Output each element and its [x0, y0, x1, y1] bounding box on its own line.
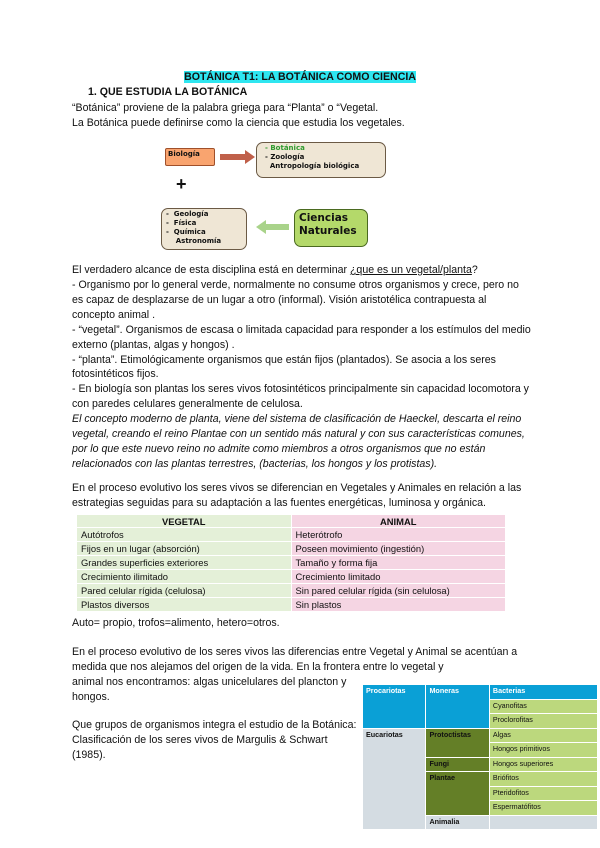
cell: Fungi [426, 757, 489, 772]
arrow-left-icon [256, 220, 290, 234]
cell: Animalia [426, 815, 489, 830]
bullet-item: - “planta”. Etimológicamente organismos que están fijos (plantados). Se asocia a los seres fotosintéticos fijos. [72, 353, 496, 381]
cell: Moneras [426, 685, 489, 729]
section-heading: 1. QUE ESTUDIA LA BOTÁNICA [88, 86, 248, 98]
biologia-label: Biología [168, 150, 200, 158]
cell: Plastos diversos [77, 598, 292, 612]
branch-item: Antropología biológica [269, 162, 360, 170]
arrow-right-icon [220, 150, 256, 164]
italic-paragraph: El concepto moderno de planta, viene del sistema de clasificación de Haeckel, descarta el reino vegetal, creando el reino Plantae con un sentido más natural y con sus características comunes, por lo que este nuevo reino no admite como miembros a otros organismos que no están relacionados con las plantas terrestres, (bacterias, los hongos y los protistas). [72, 413, 525, 470]
question-link: ¿que es un vegetal/planta [349, 264, 472, 276]
title-text: BOTÁNICA T1: LA BOTÁNICA COMO CIENCIA [184, 71, 416, 83]
science-item: - Geología [166, 210, 209, 218]
cell: Grandes superficies exteriores [77, 556, 292, 570]
science-item: - Química [166, 228, 206, 236]
paragraph-alcance: El verdadero alcance de esta disciplina está en determinar ¿que es un vegetal/planta? [72, 264, 478, 276]
plus-sign: + [176, 174, 187, 194]
intro-2: La Botánica puede definirse como la ciencia que estudia los vegetales. [72, 117, 405, 129]
bullet-item: - “vegetal”. Organismos de escasa o limitada capacidad para responder a los estímulos del medio externo (plantas, algas y hongos) . [72, 323, 531, 351]
cell: Espermatófitos [489, 801, 597, 816]
bullet-list [72, 278, 532, 472]
ciencias-naturales-box: Ciencias Naturales [294, 209, 368, 247]
cell: Cyanofitas [489, 699, 597, 714]
cell: Crecimiento limitado [291, 570, 506, 584]
cell: Fijos en un lugar (absorción) [77, 542, 292, 556]
header-vegetal: VEGETAL [77, 515, 292, 528]
cell: Plantae [426, 772, 489, 816]
bullet-item: - Organismo por lo general verde, normalmente no consume otros organismos y crece, pero no es capaz de desplazarse de un lugar a otro (informal). Visión aristotélica contrapuesta al concepto animal . [72, 279, 519, 321]
cell: Briófitos [489, 772, 597, 787]
cell: Proclorofitas [489, 714, 597, 729]
table-row [77, 556, 506, 570]
table-row [77, 584, 506, 598]
intro-1: “Botánica” proviene de la palabra griega para “Planta” o “Vegetal. [72, 102, 379, 114]
vegetal-animal-table [76, 514, 506, 612]
cell: Procariotas [363, 685, 426, 729]
cell: Crecimiento ilimitado [77, 570, 292, 584]
cell: Sin plastos [291, 598, 506, 612]
paragraph-algas: animal nos encontramos: algas unicelulares del plancton y hongos. [72, 676, 347, 703]
paragraph-margulis: Que grupos de organismos integra el estudio de la Botánica: Clasificación de los seres vivos de Margulis & Schwart (1985). [72, 719, 357, 761]
bullet-item: - En biología son plantas los seres vivos fotosintéticos principalmente sin capacidad locomotora y con paredes celulares generalmente de celulosa. [72, 383, 529, 411]
biologia-box [165, 148, 215, 166]
cell: Pteridofitos [489, 786, 597, 801]
cell: Pared celular rígida (celulosa) [77, 584, 292, 598]
cell: Heterótrofo [291, 528, 506, 542]
paragraph-frontera: En el proceso evolutivo de los seres vivos las diferencias entre Vegetal y Animal se acentúan a medida que nos alejamos del origen de la vida. En la frontera entre lo vegetal y [72, 646, 518, 673]
science-item: Astronomía [175, 237, 222, 245]
cell: Poseen movimiento (ingestión) [291, 542, 506, 556]
science-item: - Física [166, 219, 197, 227]
cell: Bacterias [489, 685, 597, 700]
branch-item: - Zoología [265, 153, 305, 161]
cell: Tamaño y forma fija [291, 556, 506, 570]
header-animal: ANIMAL [291, 515, 506, 528]
sciences-box [161, 208, 247, 250]
cell: Sin pared celular rígida (sin celulosa) [291, 584, 506, 598]
table-row [77, 542, 506, 556]
cell: Protoctistas [426, 728, 489, 757]
cell: Hongos superiores [489, 757, 597, 772]
table-row [77, 598, 506, 612]
branches-box [256, 142, 386, 178]
table-row [77, 570, 506, 584]
cell: Algas [489, 728, 597, 743]
classification-table [362, 684, 598, 830]
page-title [0, 71, 600, 83]
paragraph-evolucion: En el proceso evolutivo los seres vivos se diferencian en Vegetales y Animales en relación a las estrategias seguidas para su adaptación a las fuentes energéticas, luminosa y orgánica. [72, 482, 522, 509]
cell [489, 815, 597, 830]
auto-note: Auto= propio, trofos=alimento, hetero=otros. [72, 617, 280, 629]
cell: Hongos primitivos [489, 743, 597, 758]
cell: Eucariotas [363, 728, 426, 830]
cell: Autótrofos [77, 528, 292, 542]
table-row [77, 528, 506, 542]
branch-item: - Botánica [265, 144, 305, 152]
